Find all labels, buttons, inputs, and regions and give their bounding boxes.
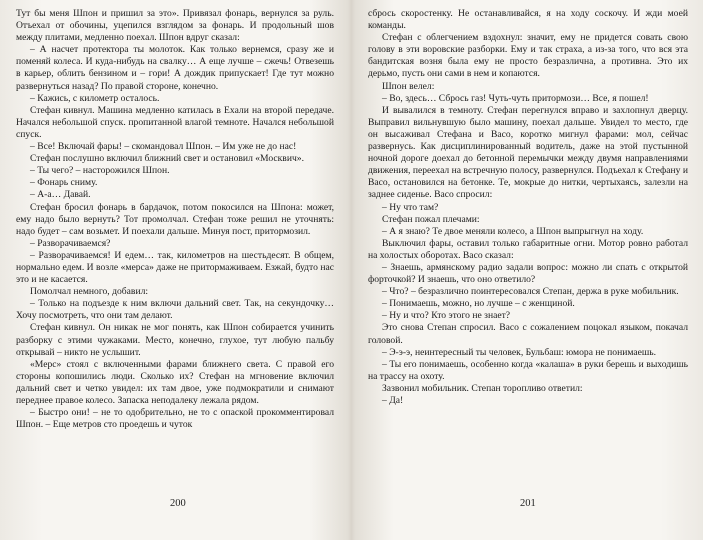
paragraph: Стефан кивнул. Он никак не мог понять, как Шпон собирается учинить разборку с этими чужаками. Место, конечно, глухое, тут любую пальбу открывай – никто не услышит. xyxy=(16,322,334,358)
paragraph: – Понимаешь, можно, но лучше – с женщиной. xyxy=(382,298,575,310)
paragraph: Тут бы меня Шпон и пришил за это». Привязал фонарь, вернулся за руль. Отъехал от обочины, уцепился взглядом за фонарь. И продольный шов между плитами, медленно поехал. Шпон вдруг сказал: xyxy=(16,8,334,44)
paragraph: – Э-э-э, неинтересный ты человек, Бульбаш: юмора не понимаешь. xyxy=(382,346,657,358)
paragraph: Стефан кивнул. Машина медленно катилась в Ехали на второй передаче. Начался небольшой спуск. пропитанной влагой темноте. Начался небольшой спуск. xyxy=(16,104,334,140)
paragraph: – Знаешь, армянскому радио задали вопрос: можно ли спать с открытой форточкой? И знаешь, что оно ответило? xyxy=(368,261,688,286)
paragraph: – Разворачиваемся! И едем… так, километров на шестьдесят. В общем, нормально едем. И возле «мерса» даже не притормаживаем. Езжай, будто нас это и не касается. xyxy=(16,249,334,286)
paragraph: Стефан с облегчением вздохнул: значит, ему не придется совать свою голову в эти воровские разборки. Ему и так страха, а из-за того, что вся эта бандитская возня была ему не просто безразлична, а противна. Это их дерьмо, пусть они сами в нем и копаются. xyxy=(368,32,688,80)
left-page xyxy=(16,8,334,538)
right-page xyxy=(368,8,688,538)
paragraph: – Ты его понимаешь, особенно когда «калаша» в руки берешь и выходишь на трассу на охоту. xyxy=(368,358,688,382)
left-page-text xyxy=(16,8,334,431)
paragraph: Стефан пожал плечами: xyxy=(382,213,480,225)
paragraph: Стефан послушно включил ближний свет и остановил «Москвич». xyxy=(30,153,304,165)
paragraph: Шпон велел: xyxy=(382,80,435,92)
paragraph: «Мерс» стоял с включенными фарами ближнего света. С правой его стороны копошились люди. Сколько их? Стефан на мгновение включил дальний свет и четко увидел: их там двое, уже подмократили и снимают переднее правое колесо. Запаска неподалеку лежала рядом. xyxy=(16,358,334,406)
paragraph: – Кажись, с километр осталось. xyxy=(30,92,160,104)
right-page-number: 201 xyxy=(520,498,536,509)
paragraph: – Что? – безразлично поинтересовался Степан, держа в руке мобильник. xyxy=(382,286,679,298)
paragraph: – Ну что там? xyxy=(382,201,439,213)
paragraph: – А-а… Давай. xyxy=(30,189,91,201)
paragraph: Это снова Степан спросил. Васо с сожалением поцокал языком, покачал головой. xyxy=(368,322,688,346)
paragraph: – Ты чего? – насторожился Шпон. xyxy=(30,165,170,177)
right-page-text xyxy=(368,8,688,407)
left-page-number: 200 xyxy=(170,498,186,509)
paragraph: – Ну и что? Кто этого не знает? xyxy=(382,310,511,322)
paragraph: – А насчет протектора ты молоток. Как только вернемся, сразу же и поменяй колеса. И куда-нибудь на свалку… А еще лучше – сжечь! Отвезешь в карьер, облить бензином и – гори! А дождик припускает! Где тут можно развернуться назад? По правой стороне, конечно. xyxy=(16,44,334,92)
paragraph: И вывалился в темноту. Стефан перегнулся вправо и захлопнул дверцу. Выправил вильнувшую было машину, поехал дальше. Увидел то место, где он высаживал Стефана и Васо, коротко мигнул фарами: мол, сейчас развернусь. Как дисциплинированный водитель, даже на этой пустынной ночной дороге доехал до бетонной перемычки между двумя направлениями движения, переехал на встречную полосу, развернулся. Подъехал к Стефану и Васо, остановился на бетонке. Те, мокрые до нитки, чертыхаясь, залезли на заднее сиденье. Васо спросил: xyxy=(368,104,688,201)
paragraph: Стефан бросил фонарь в бардачок, потом покосился на Шпона: может, ему надо было вернуть? Тот промолчал. Стефан тоже решил не уточнять: надо будет – сам возьмет. И поехали дальше. Минуя пост, притормозил. xyxy=(16,201,334,237)
paragraph: Помолчал немного, добавил: xyxy=(30,286,149,298)
paragraph: – Разворачиваемся? xyxy=(30,237,111,249)
paragraph: – Во, здесь… Сбрось газ! Чуть-чуть притормози… Все, я пошел! xyxy=(382,92,649,104)
paragraph: Выключил фары, оставил только габаритные огни. Мотор ровно работал на холостых оборотах. Васо сказал: xyxy=(368,237,688,261)
paragraph: Зазвонил мобильник. Степан торопливо ответил: xyxy=(382,382,583,394)
paragraph: – Все! Включай фары! – скомандовал Шпон. – Им уже не до нас! xyxy=(30,141,297,153)
paragraph: – А я знаю? Те двое меняли колесо, а Шпон выпрыгнул на ходу. xyxy=(382,225,644,237)
paragraph: сбрось скоростенку. Не останавливайся, я на ходу соскочу. И жди моей команды. xyxy=(368,8,688,32)
paragraph: – Фонарь сниму. xyxy=(30,177,98,189)
paragraph: – Да! xyxy=(382,395,404,406)
paragraph: – Быстро они! – не то одобрительно, не то с опаской прокомментировал Шпон. – Еще метров сто проедешь и чуток xyxy=(16,407,334,431)
paragraph: – Только на подъезде к ним включи дальний свет. Так, на секундочку… Хочу посмотреть, что они там делают. xyxy=(16,298,334,322)
